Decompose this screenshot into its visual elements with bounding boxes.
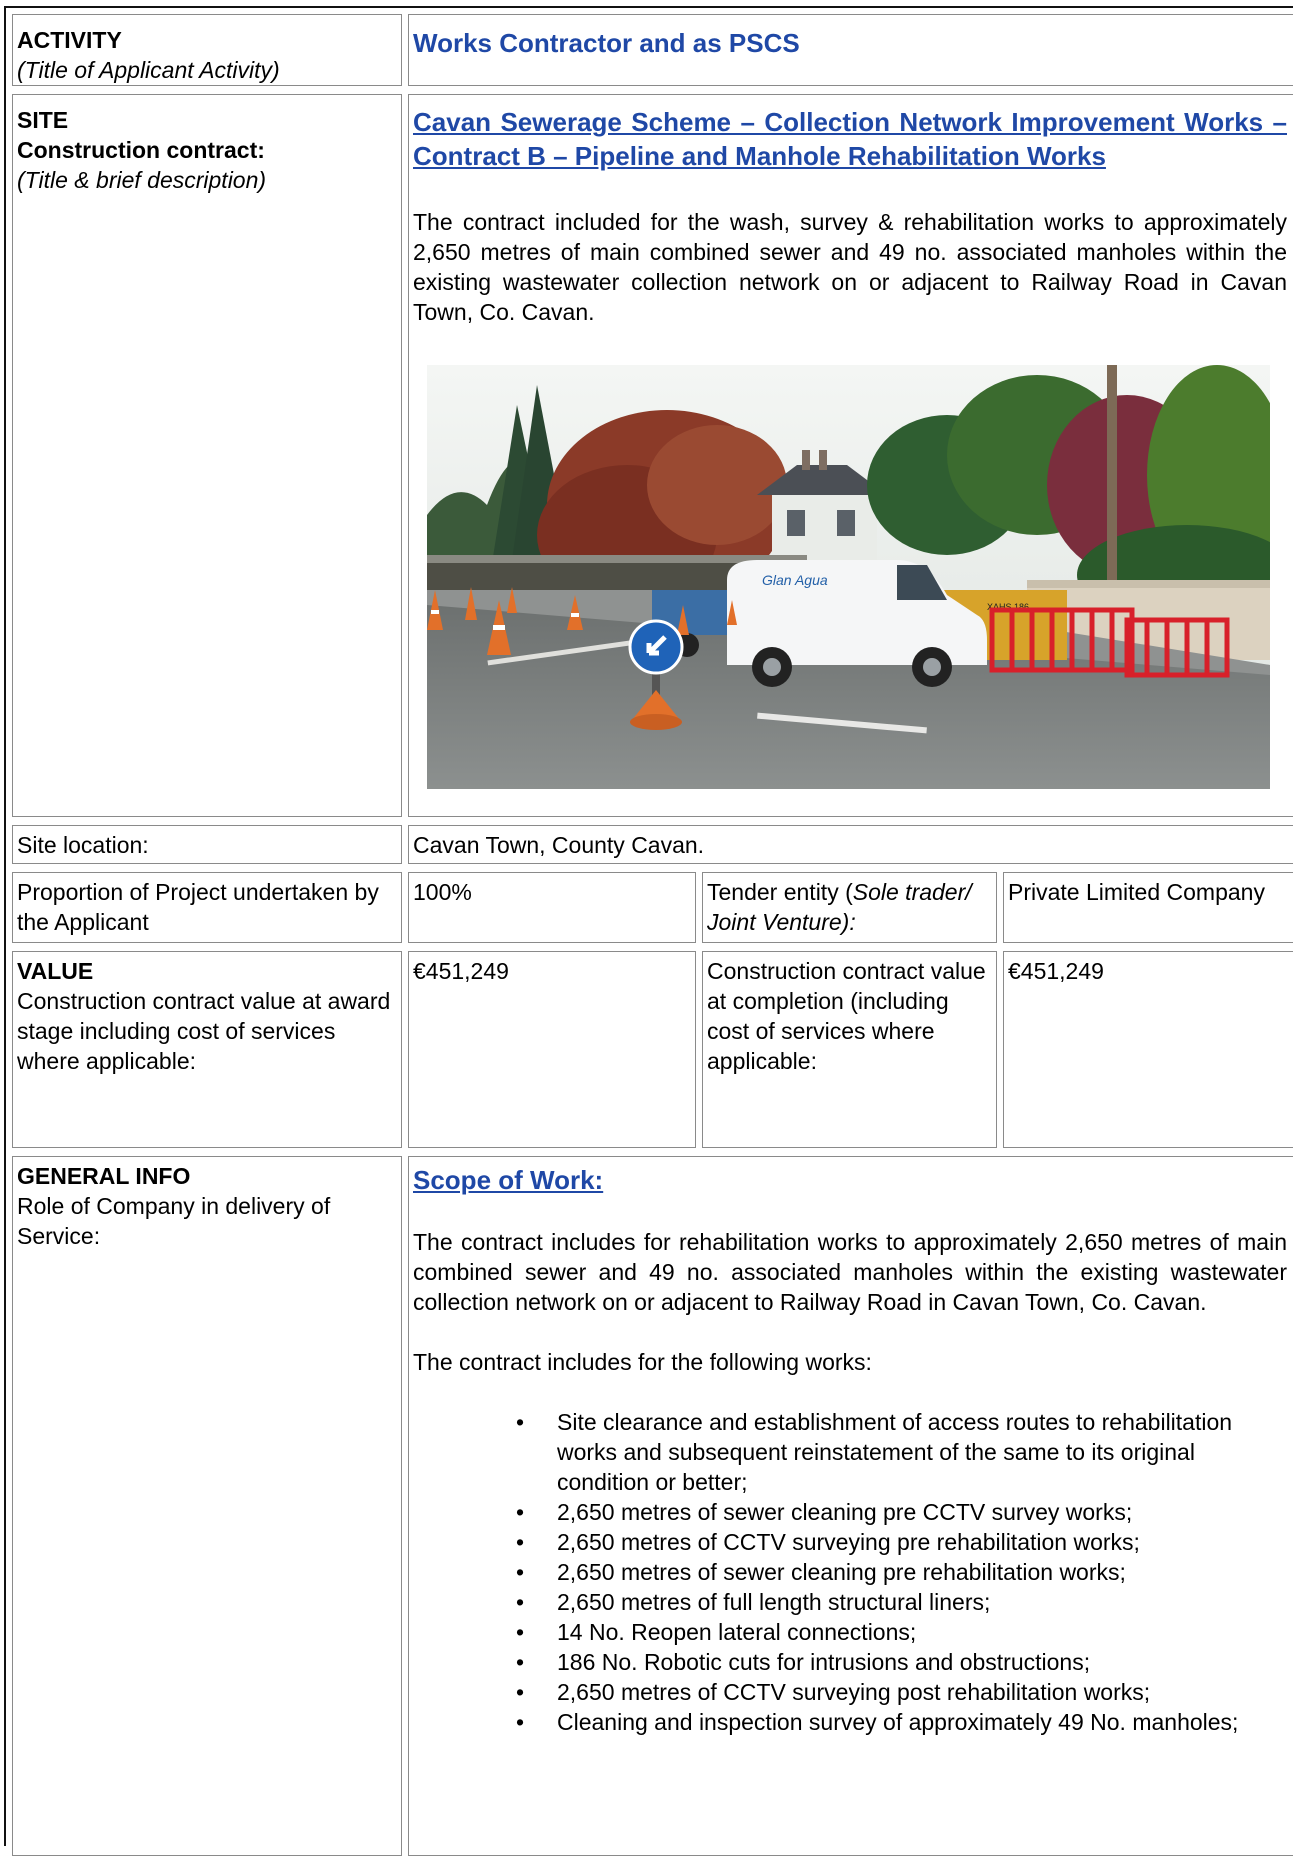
- bullet-icon: •: [516, 1589, 525, 1615]
- list-item-text: Site clearance and establishment of access routes to rehabilitation works and subsequent reinstatement of the same to its original condition or better;: [557, 1409, 1233, 1495]
- site-description: The contract included for the wash, survey & rehabilitation works to approximately 2,650 metres of main combined sewer and 49 no. associated manholes within the existing wastewater collection network on or adjacent to Railway Road in Cavan Town, Co. Cavan.: [413, 209, 1287, 325]
- scope-title-link[interactable]: Scope of Work:: [413, 1165, 604, 1195]
- activity-label-cell: [12, 14, 402, 86]
- tender-label-italic: Sole trader/ Joint Venture):: [707, 879, 972, 935]
- tender-label-cell: [702, 872, 997, 943]
- works-list: [413, 1407, 1287, 1737]
- award-value-cell: [408, 951, 696, 1148]
- activity-value-cell: [408, 14, 1293, 86]
- location-label: Site location:: [17, 832, 149, 858]
- award-value: €451,249: [413, 958, 509, 984]
- tender-label: [707, 877, 993, 937]
- proportion-value-cell: [408, 872, 696, 943]
- location-value-cell: [408, 825, 1293, 864]
- bullet-icon: •: [516, 1499, 525, 1525]
- bullet-icon: •: [516, 1709, 525, 1735]
- site-label-cell: [12, 94, 402, 817]
- list-item: [413, 1407, 1287, 1497]
- location-label-cell: [12, 825, 402, 864]
- van-logo-text: Glan Agua: [762, 572, 828, 588]
- value-desc: Construction contract value at award stage including cost of services where applicable:: [17, 988, 391, 1074]
- bullet-icon: •: [516, 1409, 525, 1435]
- proportion-value: 100%: [413, 879, 472, 905]
- proportion-label: Proportion of Project undertaken by the Applicant: [17, 879, 379, 935]
- activity-hint: (Title of Applicant Activity): [17, 57, 280, 83]
- completion-label-cell: [702, 951, 997, 1148]
- list-item: [413, 1587, 1287, 1617]
- list-item: [413, 1707, 1287, 1737]
- completion-value-cell: [1003, 951, 1293, 1148]
- site-label: SITE: [17, 107, 69, 133]
- bullet-icon: •: [516, 1619, 525, 1645]
- works-intro: The contract includes for the following works:: [413, 1349, 872, 1375]
- list-item: [413, 1677, 1287, 1707]
- list-item-text: Cleaning and inspection survey of approximately 49 No. manholes;: [557, 1709, 1239, 1735]
- tender-value-cell: [1003, 872, 1293, 943]
- list-item: [413, 1497, 1287, 1527]
- bullet-icon: •: [516, 1649, 525, 1675]
- list-item-text: 2,650 metres of CCTV surveying post rehabilitation works;: [557, 1679, 1151, 1705]
- list-item-text: 2,650 metres of sewer cleaning pre rehabilitation works;: [557, 1559, 1126, 1585]
- bullet-icon: •: [516, 1529, 525, 1555]
- compressor-label: XAHS 186: [987, 602, 1030, 612]
- value-label-cell: [12, 951, 402, 1148]
- activity-label: ACTIVITY: [17, 27, 122, 53]
- activity-value: Works Contractor and as PSCS: [413, 28, 800, 58]
- general-label: GENERAL INFO: [17, 1163, 191, 1189]
- general-label-cell: [12, 1156, 402, 1856]
- site-photo: [427, 365, 1270, 789]
- proportion-label-cell: [12, 872, 402, 943]
- list-item-text: 2,650 metres of full length structural liners;: [557, 1589, 991, 1615]
- scope-paragraph: The contract includes for rehabilitation works to approximately 2,650 metres of main combined sewer and 49 no. associated manholes within the existing wastewater collection network on or adjacent to Railway Road in Cavan Town, Co. Cavan.: [413, 1229, 1287, 1315]
- general-value-cell: [408, 1156, 1293, 1856]
- list-item: [413, 1617, 1287, 1647]
- site-title-link[interactable]: Cavan Sewerage Scheme – Collection Network Improvement Works – Contract B – Pipeline and Manhole Rehabilitation Works: [413, 107, 1287, 171]
- value-label: VALUE: [17, 958, 94, 984]
- bullet-icon: •: [516, 1679, 525, 1705]
- completion-value: €451,249: [1008, 958, 1104, 984]
- list-item-text: 2,650 metres of CCTV surveying pre rehabilitation works;: [557, 1529, 1140, 1555]
- list-item: [413, 1647, 1287, 1677]
- bullet-icon: •: [516, 1559, 525, 1585]
- location-value: Cavan Town, County Cavan.: [413, 832, 705, 858]
- list-item: [413, 1557, 1287, 1587]
- tender-label-plain: Tender entity (: [707, 879, 853, 905]
- tender-value: Private Limited Company: [1008, 879, 1265, 905]
- list-item-text: 186 No. Robotic cuts for intrusions and obstructions;: [557, 1649, 1091, 1675]
- site-hint: (Title & brief description): [17, 167, 267, 193]
- site-photo-svg: [427, 365, 1270, 789]
- list-item-text: 2,650 metres of sewer cleaning pre CCTV survey works;: [557, 1499, 1133, 1525]
- site-sublabel: Construction contract:: [17, 137, 265, 163]
- list-item: [413, 1527, 1287, 1557]
- general-desc: Role of Company in delivery of Service:: [17, 1193, 331, 1249]
- completion-label: Construction contract value at completion (including cost of services where applicable:: [707, 958, 986, 1074]
- list-item-text: 14 No. Reopen lateral connections;: [557, 1619, 917, 1645]
